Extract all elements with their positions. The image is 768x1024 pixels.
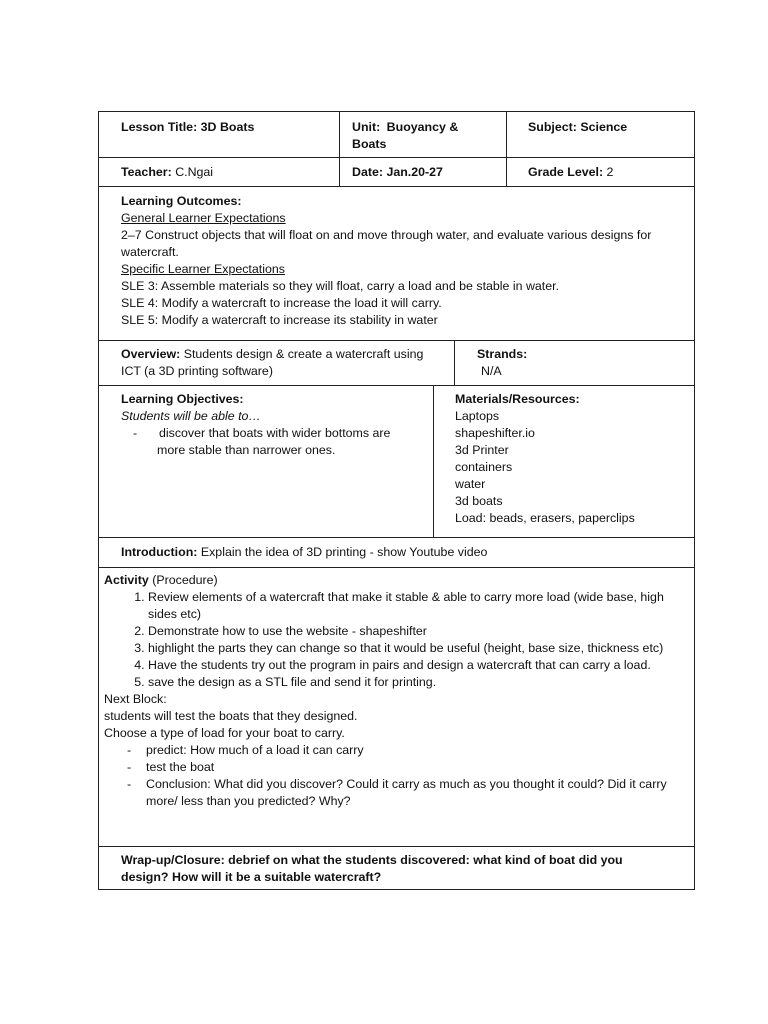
introduction-row <box>98 537 695 568</box>
grade-cell <box>506 158 694 186</box>
grade-value: 2 <box>606 165 614 179</box>
teacher-cell <box>99 158 339 186</box>
unit-cell <box>339 112 506 157</box>
overview-cell <box>99 341 454 385</box>
header-row-1 <box>98 111 695 158</box>
date-value: Jan.20-27 <box>386 165 443 179</box>
sle-item: SLE 3: Assemble materials so they will float, carry a load and be stable in water. <box>121 279 560 293</box>
strands-cell <box>454 341 694 385</box>
objectives-item-text: discover that boats with wider bottoms are <box>159 426 391 440</box>
activity-step: 4. Have the students try out the program in pairs and design a watercraft that can carry a load. <box>148 657 672 674</box>
sle-item: SLE 4: Modify a watercraft to increase the load it will carry. <box>121 296 442 310</box>
material-item: Load: beads, erasers, paperclips <box>455 511 635 525</box>
material-item: water <box>455 477 486 491</box>
sle-item: SLE 5: Modify a watercraft to increase its stability in water <box>121 313 438 327</box>
objectives-intro: Students will be able to… <box>121 409 261 423</box>
unit-value-line2: Boats <box>352 137 387 151</box>
material-item: containers <box>455 460 513 474</box>
overview-row <box>98 340 695 386</box>
introduction-text: Explain the idea of 3D printing - show Youtube video <box>200 545 488 559</box>
grade-label: Grade Level: <box>528 165 604 179</box>
wrapup-row <box>98 846 695 890</box>
wrapup-text: Wrap-up/Closure: debrief on what the students discovered: what kind of boat did you design? How will it be a suitable watercraft? <box>121 853 623 884</box>
learning-outcomes-heading: Learning Outcomes: <box>121 194 242 208</box>
next-block-label: Next Block: <box>104 692 167 706</box>
lesson-title-cell <box>99 112 339 157</box>
objectives-materials-row <box>98 385 695 538</box>
lesson-title-label: Lesson Title: <box>121 120 198 134</box>
activity-label: Activity <box>104 573 149 587</box>
overview-text: Students design & create a watercraft using <box>183 347 424 361</box>
activity-procedure: (Procedure) <box>152 573 218 587</box>
bullet-item: - predict: How much of a load it can carry <box>104 742 672 759</box>
teacher-value: C.Ngai <box>175 165 214 179</box>
next-block-line: Choose a type of load for your boat to carry. <box>104 726 345 740</box>
unit-value: Buoyancy & <box>386 120 459 134</box>
date-cell <box>339 158 506 186</box>
next-block-bullets <box>104 742 672 810</box>
header-row-2 <box>98 157 695 187</box>
material-item: 3d boats <box>455 494 503 508</box>
bullet-item: - test the boat <box>104 759 672 776</box>
date-label: Date: <box>352 165 383 179</box>
objectives-cell <box>99 386 433 537</box>
overview-label: Overview: <box>121 347 181 361</box>
overview-text-line2: ICT (a 3D printing software) <box>121 364 273 378</box>
activity-step: 1. Review elements of a watercraft that make it stable & able to carry more load (wide base, high sides etc) <box>148 589 672 623</box>
gle-text: 2–7 Construct objects that will float on and move through water, and evaluate various designs for watercraft. <box>121 228 652 259</box>
objectives-item: - discover that boats with wider bottoms are <box>133 426 391 440</box>
strands-value: N/A <box>481 364 502 378</box>
next-block-line: students will test the boats that they designed. <box>104 709 358 723</box>
lesson-title: 3D Boats <box>200 120 255 134</box>
material-item: 3d Printer <box>455 443 509 457</box>
gle-heading: General Learner Expectations <box>121 211 286 225</box>
activity-section <box>98 567 695 847</box>
introduction-label: Introduction: <box>121 545 198 559</box>
material-item: shapeshifter.io <box>455 426 535 440</box>
strands-label: Strands: <box>477 347 528 361</box>
learning-outcomes-section <box>98 186 695 341</box>
activity-step: 2. Demonstrate how to use the website - shapeshifter <box>148 623 672 640</box>
activity-step: 3. highlight the parts they can change so that it would be useful (height, base size, thickness etc) <box>148 640 672 657</box>
activity-steps <box>104 589 672 691</box>
teacher-label: Teacher: <box>121 165 172 179</box>
objectives-label: Learning Objectives: <box>121 392 244 406</box>
materials-label: Materials/Resources: <box>455 392 580 406</box>
activity-step: 5. save the design as a STL file and send it for printing. <box>148 674 672 691</box>
activity-heading <box>104 572 672 589</box>
subject-value: Science <box>580 120 628 134</box>
materials-cell <box>433 386 694 537</box>
unit-label: Unit: <box>352 120 381 134</box>
subject-label: Subject: <box>528 120 577 134</box>
subject-cell <box>506 112 694 157</box>
objectives-item-line2: more stable than narrower ones. <box>157 443 336 457</box>
material-item: Laptops <box>455 409 500 423</box>
sle-heading: Specific Learner Expectations <box>121 262 285 276</box>
bullet-item: - Conclusion: What did you discover? Could it carry as much as you thought it could? Did it carry more/ less than you predicted? Why? <box>104 776 672 810</box>
